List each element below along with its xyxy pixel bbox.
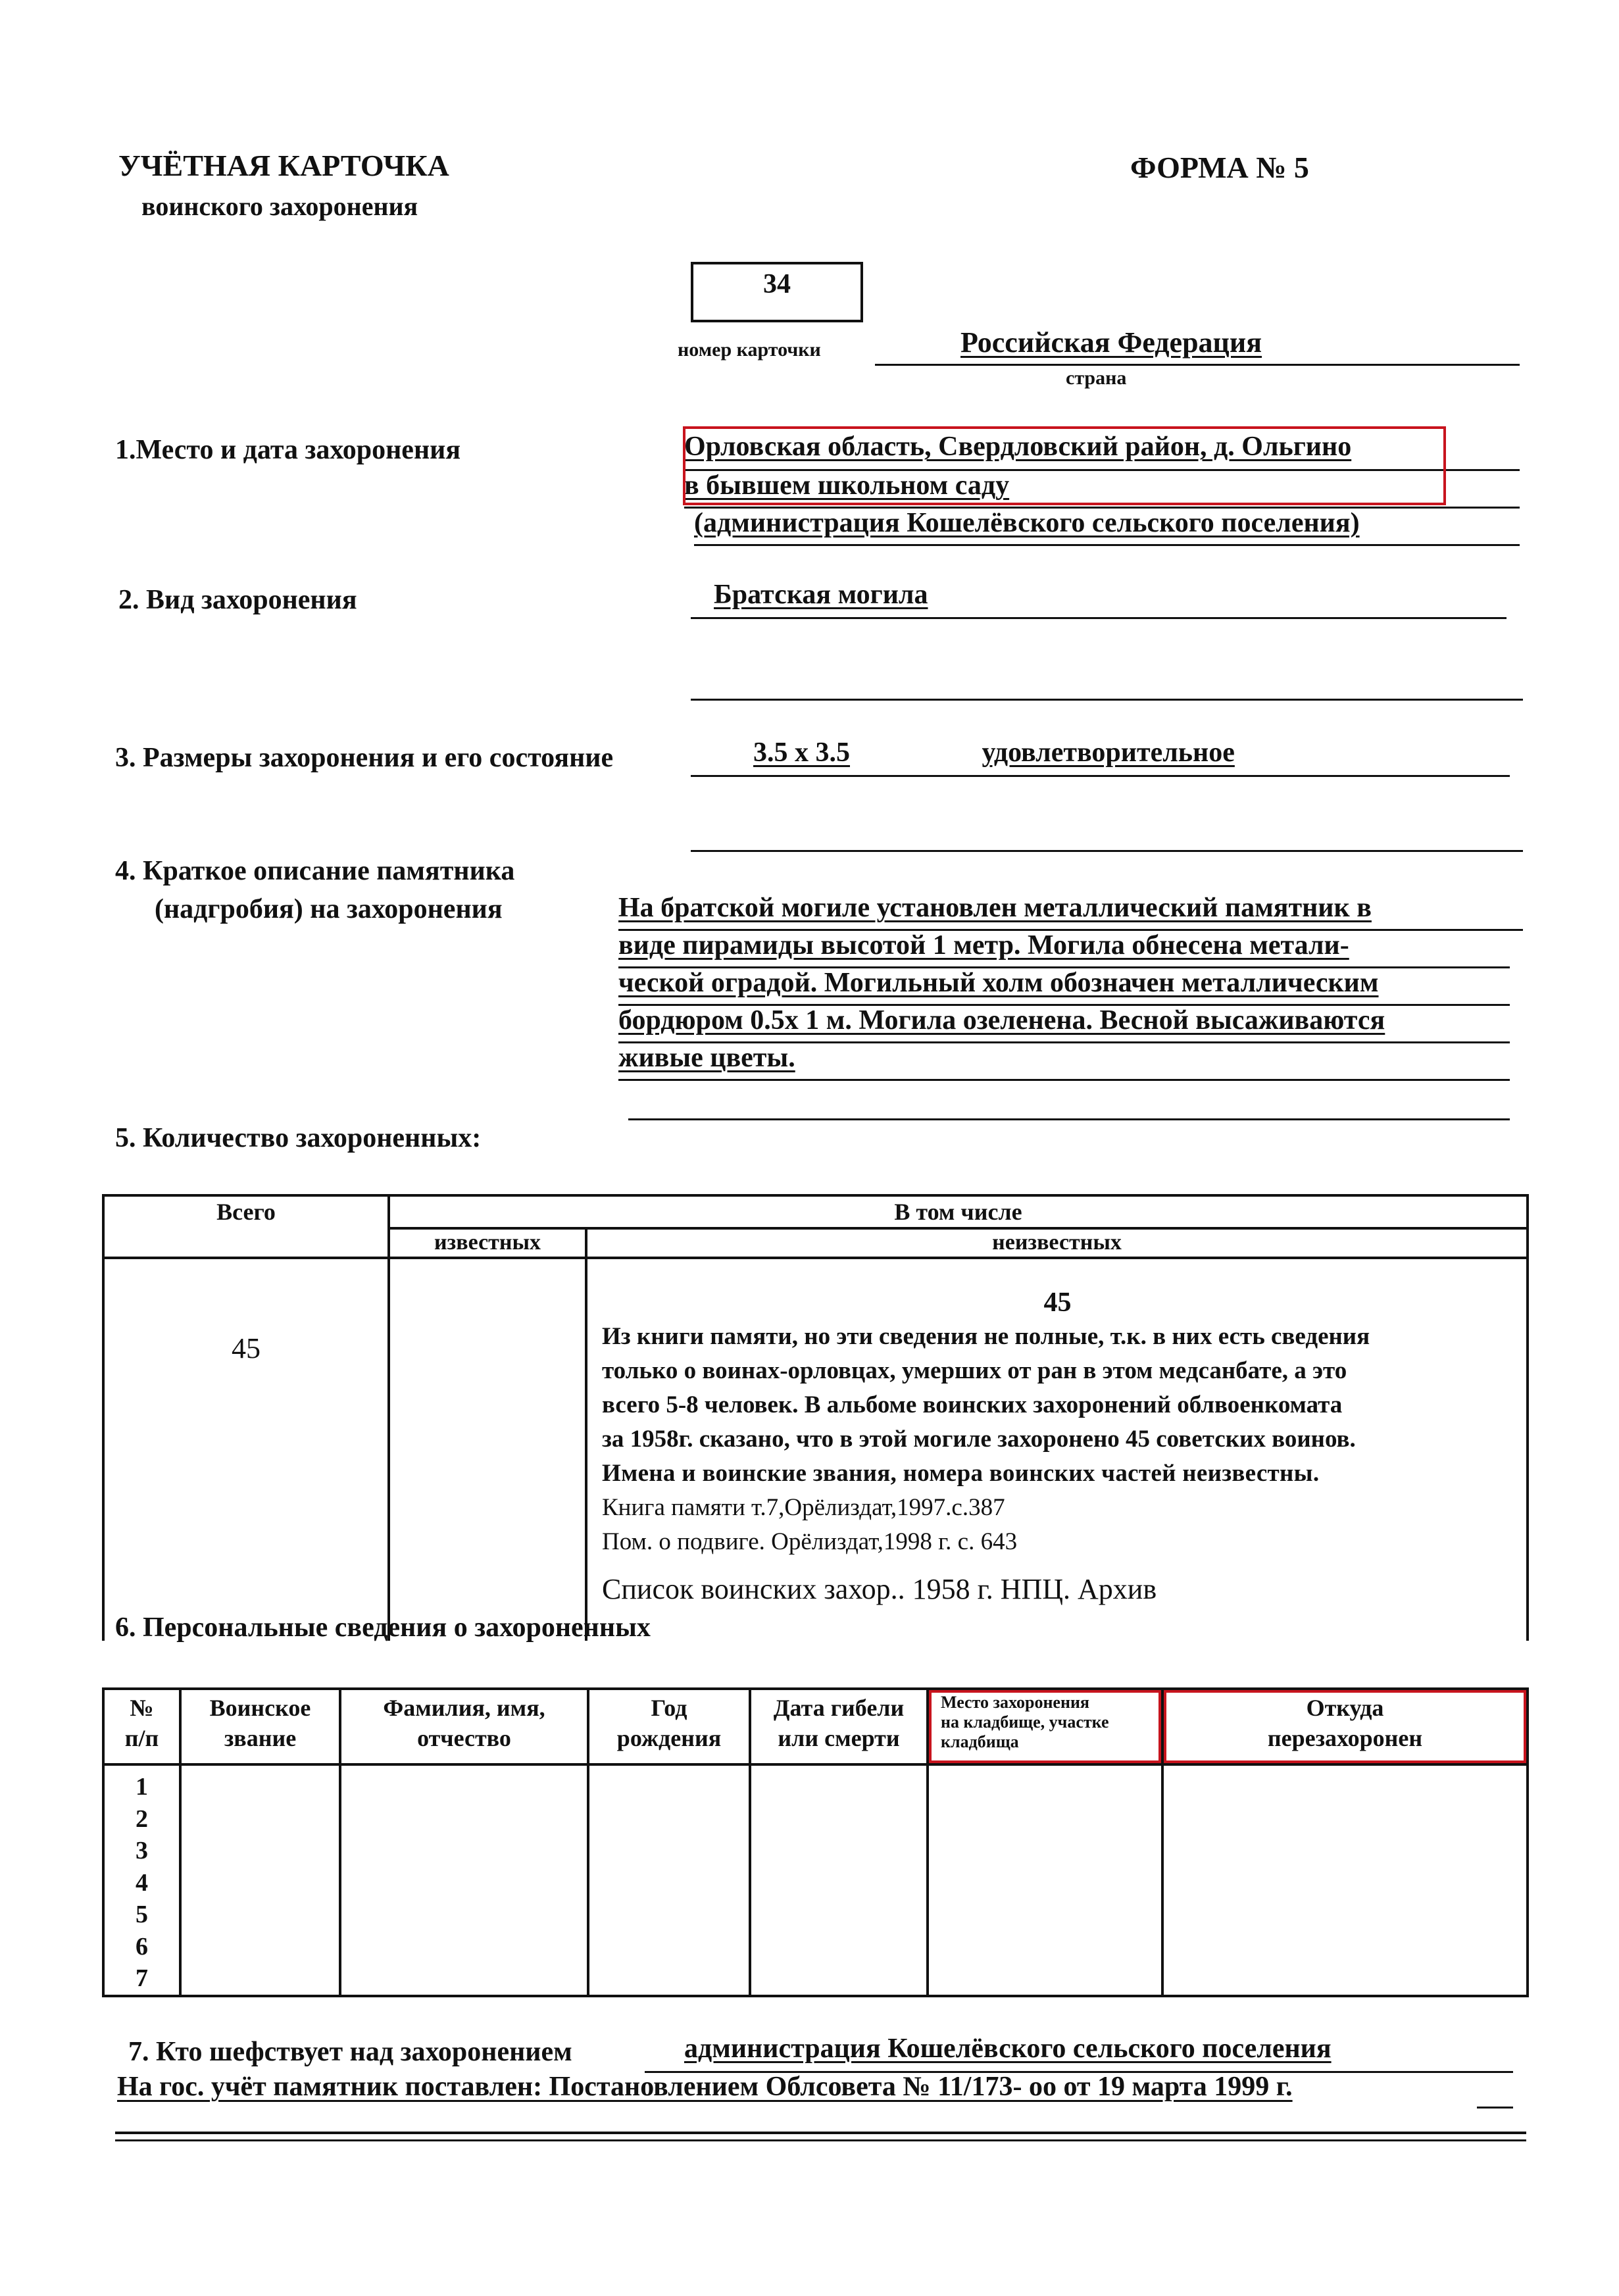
personal-table [102,1687,1529,1997]
count-source-2: Пом. о подвиге. Орёлиздат,1998 г. с. 643 [602,1528,1018,1555]
count-known [389,1258,586,1641]
col-rank: Воинское звание [180,1689,340,1764]
monument-line-4 [618,1005,1510,1043]
monument-text-3: ческой оградой. Могильный холм обозначен металлическим [618,968,1379,998]
personal-label: 6. Персональные сведения о захороненных [115,1612,651,1643]
monument-line-3 [618,967,1510,1006]
row-numbers-cell [103,1764,180,1996]
monument-text-5: живые цветы. [618,1043,795,1073]
place-text-2: в бывшем школьном саду [684,470,1010,501]
col-birth-year: Год рождения [588,1689,750,1764]
patron-label: 7. Кто шефствует над захоронением [128,2037,572,2067]
count-note-3: всего 5-8 человек. В альбоме воинских захоронений облвоенкомата [602,1391,1343,1418]
row-number-2: 2 [136,1805,148,1833]
col-reburied-from: Откуда перезахоронен [1162,1689,1528,1764]
size-label: 3. Размеры захоронения и его состояние [115,743,614,773]
count-label: 5. Количество захороненных: [115,1123,482,1153]
monument-text-1: На братской могиле установлен металлический памятник в [618,893,1372,923]
card-number-label: номер карточки [678,339,821,361]
size-field [691,737,1510,777]
row-number-3: 3 [136,1837,148,1864]
registration-text: На гос. учёт памятник поставлен: Постановлением Облсовета № 11/173- оо от 19 марта 1999 г. [117,2072,1293,2102]
count-header-unknown: неизвестных [586,1228,1528,1258]
place-cell [928,1764,1162,1996]
kind-extra-line [691,699,1523,701]
registration-line-tail [1477,2107,1513,2109]
size-dimensions: 3.5 х 3.5 [753,737,850,768]
count-note-2: только о воинах-орловцах, умерших от ран в этом медсанбате, а это [602,1357,1347,1384]
count-names-unknown: Имена и воинские звания, номера воинских частей неизвестны. [602,1460,1320,1487]
col-burial-place: Место захоронения на кладбище, участке кладбища [928,1689,1162,1764]
kind-label: 2. Вид захоронения [118,585,357,615]
monument-line-1 [618,892,1523,931]
count-archive: Список воинских захор.. 1958 г. НПЦ. Архив [602,1573,1157,1605]
country-value: Российская Федерация [960,326,1262,359]
from-cell [1162,1764,1528,1996]
monument-text-4: бордюром 0.5х 1 м. Могила озеленена. Весной высаживаются [618,1005,1385,1036]
size-extra-line [691,850,1523,852]
footer-rule-1 [115,2132,1526,2134]
place-text-1: Орловская область, Свердловский район, д. Ольгино [684,432,1352,462]
col-death-date: Дата гибели или смерти [750,1689,928,1764]
card-number-box: 34 [691,262,863,322]
kind-field [691,579,1507,619]
place-highlight [683,426,1446,505]
row-number-7: 7 [136,1964,148,1992]
country-label: страна [1066,367,1127,389]
place-line-3 [694,507,1520,546]
row-number-6: 6 [136,1932,148,1960]
row-number-5: 5 [136,1901,148,1928]
footer-rule-2 [115,2139,1526,2141]
place-label: 1.Место и дата захоронения [115,435,461,465]
count-header-including: В том числе [389,1195,1528,1228]
count-total: 45 [103,1258,389,1641]
count-header-total: Всего [103,1195,389,1258]
col-full-name: Фамилия, имя, отчество [340,1689,588,1764]
count-source-1: Книга памяти т.7,Орёлиздат,1997.с.387 [602,1494,1005,1521]
patron-value: администрация Кошелёвского сельского поселения [684,2034,1332,2064]
name-cell [340,1764,588,1996]
col-number: № п/п [103,1689,180,1764]
row-number-4: 4 [136,1868,148,1897]
monument-label-1: 4. Краткое описание памятника [115,856,515,886]
size-condition: удовлетворительное [982,737,1235,768]
monument-extra-line [628,1118,1510,1120]
count-header-known: известных [389,1228,586,1258]
place-text-3: (администрация Кошелёвского сельского поселения) [694,508,1360,538]
count-note-1: Из книги памяти, но эти сведения не полные, т.к. в них есть сведения [602,1323,1370,1350]
count-unknown-value: 45 [1043,1287,1072,1318]
death-cell [750,1764,928,1996]
monument-text-2: виде пирамиды высотой 1 метр. Могила обнесена метали- [618,930,1349,961]
monument-line-5 [618,1042,1510,1081]
monument-line-2 [618,930,1510,968]
count-note-4: за 1958г. сказано, что в этой могиле захоронено 45 советских воинов. [602,1426,1356,1453]
card-subtitle: воинского захоронения [141,191,418,221]
patron-field [645,2033,1513,2073]
kind-value: Братская могила [714,580,928,610]
card-title: УЧЁТНАЯ КАРТОЧКА [118,149,449,182]
rank-cell [180,1764,340,1996]
row-number-1: 1 [136,1773,148,1801]
monument-label-2: (надгробия) на захоронения [155,894,503,924]
birth-cell [588,1764,750,1996]
country-field [875,326,1520,366]
form-label: ФОРМА № 5 [1130,151,1309,184]
